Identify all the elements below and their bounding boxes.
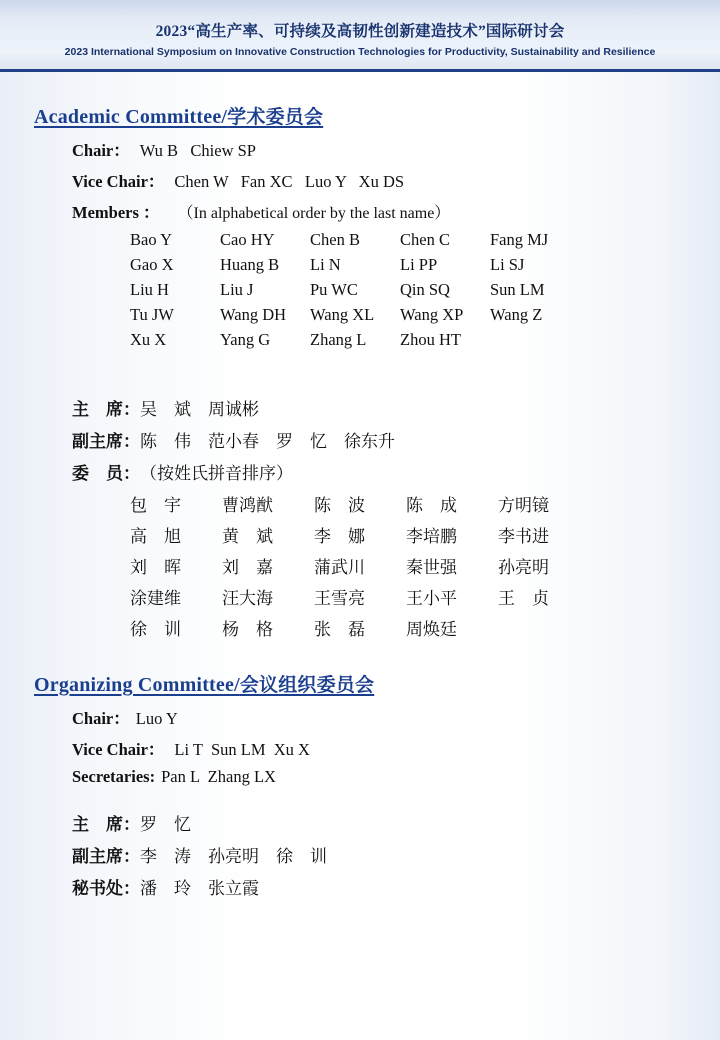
member-cell: Zhou HT: [400, 330, 461, 349]
table-row: [130, 305, 686, 325]
academic-members-row-cn: [34, 459, 686, 484]
member-cell-cn: 包 宇: [130, 496, 181, 515]
member-cell: Wang DH: [220, 305, 287, 324]
member-cell-cn: 蒲武川: [314, 558, 365, 577]
academic-vice-chair-label-cn: 副主席：: [72, 432, 140, 451]
academic-chair-value-cn: 吴 斌 周诚彬: [140, 400, 259, 419]
academic-chair-row-cn: [34, 395, 686, 420]
academic-heading-en: Academic Committee/: [34, 106, 228, 128]
member-cell-cn: 王雪亮: [314, 589, 365, 608]
member-cell: Gao X: [130, 255, 174, 274]
member-cell-cn: 秦世强: [406, 558, 457, 577]
member-cell: Pu WC: [310, 280, 358, 299]
member-cell: Huang B: [220, 255, 280, 274]
academic-members-row: [34, 199, 686, 223]
member-cell: Chen B: [310, 230, 360, 249]
academic-vice-chair-value: Chen W Fan XC Luo Y Xu DS: [174, 172, 405, 191]
organizing-chair-value-cn: 罗 忆: [140, 815, 191, 834]
member-cell: Liu H: [130, 280, 169, 299]
table-row: [130, 330, 686, 350]
member-cell-cn: 王小平: [406, 589, 457, 608]
member-cell-cn: 高 旭: [130, 527, 181, 546]
member-cell-cn: 刘 晖: [130, 558, 181, 577]
academic-vice-chair-row-cn: [34, 427, 686, 452]
member-cell: Bao Y: [130, 230, 173, 249]
member-cell-cn: [498, 615, 590, 640]
member-cell-cn: 黄 斌: [222, 527, 273, 546]
member-cell-cn: 刘 嘉: [222, 558, 273, 577]
academic-vice-chair-value-cn: 陈 伟 范小春 罗 忆 徐东升: [140, 432, 395, 451]
organizing-chair-label-cn: 主 席：: [72, 815, 140, 834]
member-cell: Li SJ: [490, 255, 525, 274]
organizing-committee-heading: [34, 670, 686, 697]
member-cell-cn: 陈 波: [314, 496, 365, 515]
member-cell-cn: 周焕廷: [406, 620, 457, 639]
academic-members-grid-en: [34, 230, 686, 350]
member-cell: Li N: [310, 255, 341, 274]
organizing-heading-cn: 会议组织委员会: [239, 675, 375, 696]
member-cell: Chen C: [400, 230, 450, 249]
member-cell-cn: 张 磊: [314, 620, 365, 639]
member-cell: Sun LM: [490, 280, 545, 299]
organizing-secretaries-label: Secretaries:: [72, 767, 156, 786]
member-cell: Liu J: [220, 280, 254, 299]
organizing-chair-row: [34, 705, 686, 729]
member-cell: Wang XL: [310, 305, 375, 324]
member-cell-cn: 李书进: [498, 527, 549, 546]
organizing-heading-en: Organizing Committee/: [34, 674, 240, 696]
organizing-vice-chair-row: [34, 736, 686, 760]
academic-members-note: （In alphabetical order by the last name）: [177, 205, 451, 222]
academic-members-grid-cn: [34, 491, 686, 640]
member-cell: Zhang L: [310, 330, 367, 349]
organizing-secretaries-row: [34, 767, 686, 787]
table-row: [130, 522, 686, 547]
member-cell-cn: 孙亮明: [498, 558, 549, 577]
table-row: [130, 255, 686, 275]
academic-chair-label-cn: 主 席：: [72, 400, 140, 419]
member-cell-cn: 陈 成: [406, 496, 457, 515]
member-cell-cn: 杨 格: [222, 620, 273, 639]
member-cell-cn: 涂建维: [130, 589, 181, 608]
banner-title-cn: 2023“高生产率、可持续及高韧性创新建造技术”国际研讨会: [155, 23, 565, 40]
table-row: [130, 584, 686, 609]
academic-vice-chair-label: Vice Chair：: [72, 172, 165, 191]
member-cell-cn: 李培鹏: [406, 527, 457, 546]
member-cell: [490, 330, 580, 350]
academic-chair-label: Chair：: [72, 141, 130, 160]
document-content: [0, 102, 720, 899]
table-row: [130, 615, 686, 640]
organizing-vice-chair-value-cn: 李 涛 孙亮明 徐 训: [140, 847, 327, 866]
academic-chair-row: [34, 137, 686, 161]
organizing-secretaries-value: Pan L Zhang LX: [161, 767, 276, 786]
organizing-vice-chair-value: Li T Sun LM Xu X: [174, 740, 310, 759]
member-cell-cn: 王 贞: [498, 589, 549, 608]
table-row: [130, 280, 686, 300]
member-cell-cn: 李 娜: [314, 527, 365, 546]
banner-title-en: 2023 International Symposium on Innovative Construction Technologies for Productivity, Sustainability and Resilience: [64, 46, 656, 58]
member-cell: Xu X: [130, 330, 167, 349]
member-cell: Cao HY: [220, 230, 275, 249]
organizing-chair-label: Chair：: [72, 709, 130, 728]
organizing-secretaries-value-cn: 潘 玲 张立霞: [140, 879, 259, 898]
member-cell: Wang XP: [400, 305, 464, 324]
member-cell: Yang G: [220, 330, 271, 349]
table-row: [130, 230, 686, 250]
academic-heading-cn: 学术委员会: [227, 107, 324, 128]
organizing-vice-chair-row-cn: [34, 842, 686, 867]
member-cell-cn: 汪大海: [222, 589, 273, 608]
academic-vice-chair-row: [34, 168, 686, 192]
table-row: [130, 553, 686, 578]
member-cell: Li PP: [400, 255, 438, 274]
academic-committee-heading: [34, 102, 686, 129]
banner-top-stripe: [0, 0, 720, 14]
academic-members-note-cn: （按姓氏拼音排序）: [140, 464, 293, 483]
academic-members-label-cn: 委 员：: [72, 464, 140, 483]
academic-members-label: Members ：: [72, 203, 160, 222]
member-cell: Tu JW: [130, 305, 174, 324]
member-cell-cn: 方明镜: [498, 496, 549, 515]
member-cell-cn: 徐 训: [130, 620, 181, 639]
organizing-secretaries-row-cn: [34, 874, 686, 899]
organizing-secretaries-label-cn: 秘书处：: [72, 879, 140, 898]
organizing-vice-chair-label: Vice Chair：: [72, 740, 165, 759]
academic-chair-value: Wu B Chiew SP: [139, 141, 256, 160]
organizing-chair-row-cn: [34, 810, 686, 835]
header-banner: [0, 0, 720, 72]
organizing-vice-chair-label-cn: 副主席：: [72, 847, 140, 866]
member-cell: Wang Z: [490, 305, 543, 324]
table-row: [130, 491, 686, 516]
member-cell: Qin SQ: [400, 280, 450, 299]
organizing-chair-value: Luo Y: [135, 709, 178, 728]
member-cell-cn: 曹鸿猷: [222, 496, 273, 515]
member-cell: Fang MJ: [490, 230, 549, 249]
